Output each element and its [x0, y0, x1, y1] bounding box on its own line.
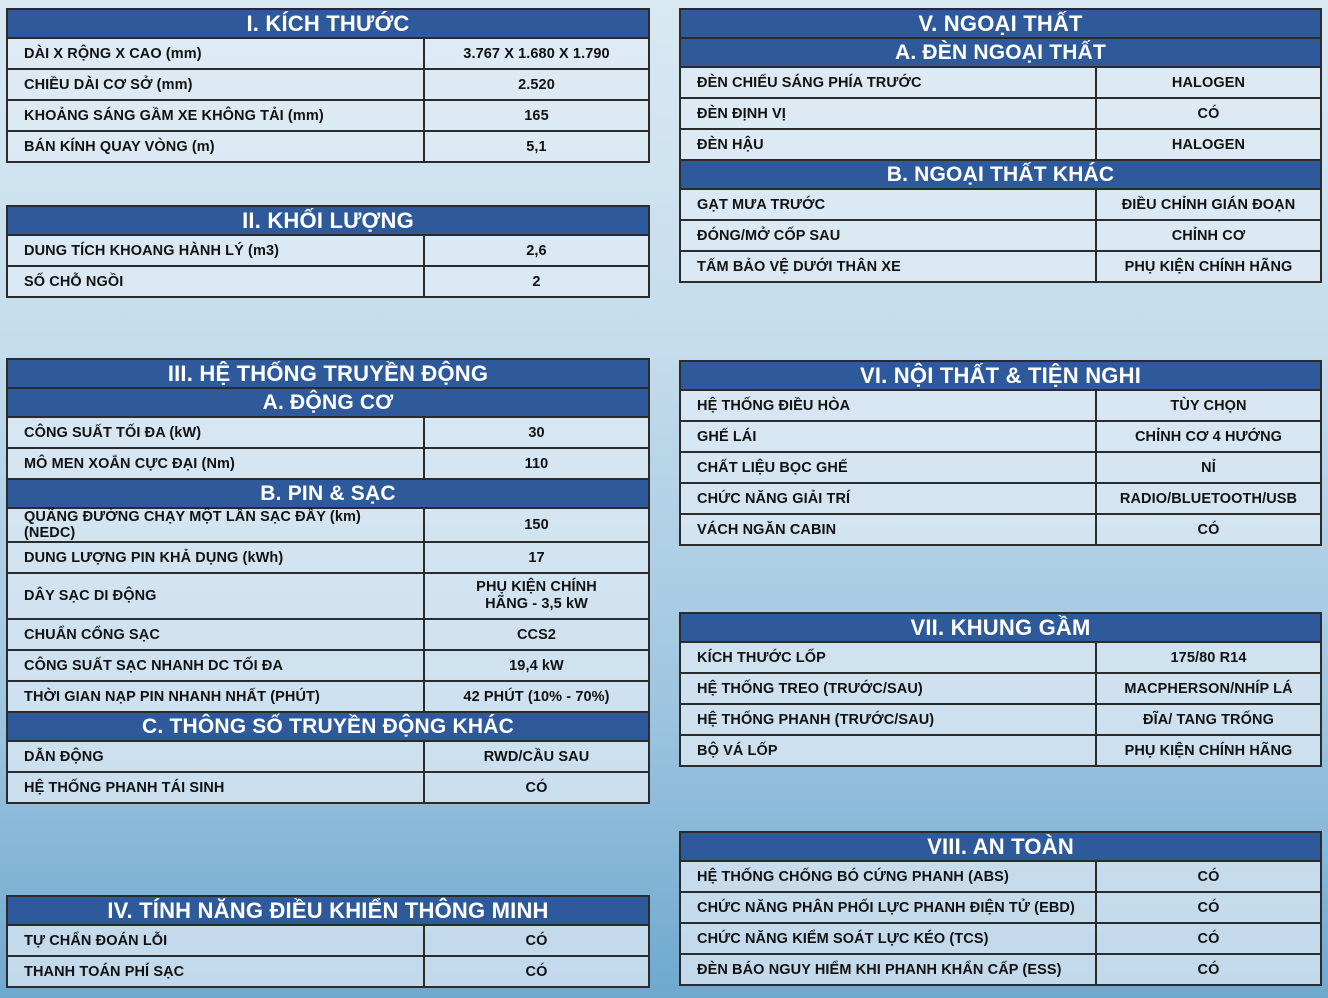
- spec-table: [679, 360, 1322, 546]
- spec-label: ĐÈN ĐỊNH VỊ: [680, 98, 1096, 129]
- table-row: [680, 421, 1321, 452]
- subsection-title: B. PIN & SẠC: [7, 479, 649, 508]
- table-row: [7, 956, 649, 987]
- table-row: [7, 650, 649, 681]
- table-row: [680, 514, 1321, 545]
- spec-value: PHỤ KIỆN CHÍNH HÃNG: [1096, 735, 1321, 766]
- table-row: [7, 508, 649, 542]
- spec-label: HỆ THỐNG CHỐNG BÓ CỨNG PHANH (ABS): [680, 861, 1096, 892]
- spec-label: CHIỀU DÀI CƠ SỞ (mm): [7, 69, 424, 100]
- spec-value: PHỤ KIỆN CHÍNH HÃNG: [1096, 251, 1321, 282]
- spec-label: ĐÈN BÁO NGUY HIỂM KHI PHANH KHẨN CẤP (ESS): [680, 954, 1096, 985]
- table-row: [680, 251, 1321, 282]
- table-row: [7, 448, 649, 479]
- spec-value: 3.767 X 1.680 X 1.790: [424, 38, 649, 69]
- spec-value: CÓ: [1096, 923, 1321, 954]
- spec-value: 30: [424, 417, 649, 448]
- table-row: [680, 954, 1321, 985]
- table-row: [7, 741, 649, 772]
- spec-value: CHỈNH CƠ 4 HƯỚNG: [1096, 421, 1321, 452]
- spec-table: [6, 358, 650, 804]
- spec-label: DUNG TÍCH KHOANG HÀNH LÝ (m3): [7, 235, 424, 266]
- table-row: [680, 861, 1321, 892]
- spec-value: 2.520: [424, 69, 649, 100]
- table-row: [7, 619, 649, 650]
- spec-value: 5,1: [424, 131, 649, 162]
- section-weight: [6, 205, 650, 298]
- spec-value: 150: [424, 508, 649, 542]
- table-row: [680, 483, 1321, 514]
- spec-value: 19,4 kW: [424, 650, 649, 681]
- table-row: [680, 892, 1321, 923]
- section-dimensions: [6, 8, 650, 163]
- spec-label: CHỨC NĂNG GIẢI TRÍ: [680, 483, 1096, 514]
- subsection-title: A. ĐÈN NGOẠI THẤT: [680, 38, 1321, 67]
- spec-label: GHẾ LÁI: [680, 421, 1096, 452]
- table-row: [680, 704, 1321, 735]
- table-row: [7, 100, 649, 131]
- spec-value: CÓ: [424, 925, 649, 956]
- spec-value: ĐIỀU CHỈNH GIÁN ĐOẠN: [1096, 189, 1321, 220]
- table-row: [7, 573, 649, 619]
- section-title: I. KÍCH THƯỚC: [7, 9, 649, 38]
- spec-label: CHỨC NĂNG KIỂM SOÁT LỰC KÉO (TCS): [680, 923, 1096, 954]
- spec-label: ĐÈN HẬU: [680, 129, 1096, 160]
- spec-value: CÓ: [1096, 892, 1321, 923]
- spec-label: DẪN ĐỘNG: [7, 741, 424, 772]
- subsection-title: A. ĐỘNG CƠ: [7, 388, 649, 417]
- spec-value: NỈ: [1096, 452, 1321, 483]
- spec-value: 2: [424, 266, 649, 297]
- subsection-title: C. THÔNG SỐ TRUYỀN ĐỘNG KHÁC: [7, 712, 649, 741]
- table-row: [7, 235, 649, 266]
- section-exterior: [679, 8, 1322, 283]
- spec-label: BÁN KÍNH QUAY VÒNG (m): [7, 131, 424, 162]
- spec-value: CCS2: [424, 619, 649, 650]
- section-title: IV. TÍNH NĂNG ĐIỀU KHIỂN THÔNG MINH: [7, 896, 649, 925]
- spec-label: ĐÈN CHIẾU SÁNG PHÍA TRƯỚC: [680, 67, 1096, 98]
- spec-table: [6, 895, 650, 988]
- spec-label: HỆ THỐNG TREO (TRƯỚC/SAU): [680, 673, 1096, 704]
- spec-value: 110: [424, 448, 649, 479]
- spec-value: 175/80 R14: [1096, 642, 1321, 673]
- spec-value: PHỤ KIỆN CHÍNH HÃNG - 3,5 kW: [424, 573, 649, 619]
- table-row: [680, 98, 1321, 129]
- spec-table: [6, 205, 650, 298]
- table-row: [7, 681, 649, 712]
- spec-label: TỰ CHẨN ĐOÁN LỖI: [7, 925, 424, 956]
- spec-label: TẤM BẢO VỆ DƯỚI THÂN XE: [680, 251, 1096, 282]
- spec-value: CÓ: [1096, 954, 1321, 985]
- spec-value: MACPHERSON/NHÍP LÁ: [1096, 673, 1321, 704]
- spec-value: RWD/CẦU SAU: [424, 741, 649, 772]
- section-chassis: [679, 612, 1322, 767]
- spec-label: DÀI X RỘNG X CAO (mm): [7, 38, 424, 69]
- table-row: [680, 452, 1321, 483]
- table-row: [680, 67, 1321, 98]
- spec-value: CÓ: [1096, 514, 1321, 545]
- spec-label: CÔNG SUẤT SẠC NHANH DC TỐI ĐA: [7, 650, 424, 681]
- table-row: [7, 69, 649, 100]
- table-row: [7, 131, 649, 162]
- table-row: [680, 220, 1321, 251]
- spec-label: HỆ THỐNG ĐIỀU HÒA: [680, 390, 1096, 421]
- spec-value: 42 PHÚT (10% - 70%): [424, 681, 649, 712]
- section-title: III. HỆ THỐNG TRUYỀN ĐỘNG: [7, 359, 649, 388]
- spec-label: DÂY SẠC DI ĐỘNG: [7, 573, 424, 619]
- subsection-title: B. NGOẠI THẤT KHÁC: [680, 160, 1321, 189]
- spec-table: [6, 8, 650, 163]
- spec-label: GẠT MƯA TRƯỚC: [680, 189, 1096, 220]
- table-row: [680, 189, 1321, 220]
- spec-label: CHỨC NĂNG PHÂN PHỐI LỰC PHANH ĐIỆN TỬ (EBD): [680, 892, 1096, 923]
- spec-value: 165: [424, 100, 649, 131]
- spec-label: ĐÓNG/MỞ CỐP SAU: [680, 220, 1096, 251]
- spec-value: CÓ: [424, 956, 649, 987]
- spec-value: CHỈNH CƠ: [1096, 220, 1321, 251]
- section-title: VII. KHUNG GẦM: [680, 613, 1321, 642]
- table-row: [680, 129, 1321, 160]
- table-row: [7, 925, 649, 956]
- spec-value: HALOGEN: [1096, 129, 1321, 160]
- spec-label: VÁCH NGĂN CABIN: [680, 514, 1096, 545]
- spec-label: QUÃNG ĐƯỜNG CHẠY MỘT LẦN SẠC ĐẦY (km) (NEDC): [7, 508, 424, 542]
- spec-table: [679, 8, 1322, 283]
- section-title: II. KHỐI LƯỢNG: [7, 206, 649, 235]
- table-row: [680, 923, 1321, 954]
- spec-value: TÙY CHỌN: [1096, 390, 1321, 421]
- table-row: [7, 542, 649, 573]
- spec-label: DUNG LƯỢNG PIN KHẢ DỤNG (kWh): [7, 542, 424, 573]
- section-title: V. NGOẠI THẤT: [680, 9, 1321, 38]
- spec-label: HỆ THỐNG PHANH TÁI SINH: [7, 772, 424, 803]
- section-safety: [679, 831, 1322, 986]
- table-row: [7, 266, 649, 297]
- spec-value: 2,6: [424, 235, 649, 266]
- spec-label: HỆ THỐNG PHANH (TRƯỚC/SAU): [680, 704, 1096, 735]
- spec-label: THANH TOÁN PHÍ SẠC: [7, 956, 424, 987]
- table-row: [7, 417, 649, 448]
- section-powertrain: [6, 358, 650, 804]
- spec-label: MÔ MEN XOẮN CỰC ĐẠI (Nm): [7, 448, 424, 479]
- spec-value: CÓ: [1096, 861, 1321, 892]
- table-row: [680, 642, 1321, 673]
- spec-label: CHẤT LIỆU BỌC GHẾ: [680, 452, 1096, 483]
- spec-table: [679, 831, 1322, 986]
- section-interior: [679, 360, 1322, 546]
- table-row: [7, 38, 649, 69]
- spec-table: [679, 612, 1322, 767]
- spec-label: THỜI GIAN NẠP PIN NHANH NHẤT (PHÚT): [7, 681, 424, 712]
- spec-value: HALOGEN: [1096, 67, 1321, 98]
- section-title: VIII. AN TOÀN: [680, 832, 1321, 861]
- spec-label: SỐ CHỖ NGỒI: [7, 266, 424, 297]
- table-row: [7, 772, 649, 803]
- spec-value: ĐĨA/ TANG TRỐNG: [1096, 704, 1321, 735]
- spec-value: 17: [424, 542, 649, 573]
- table-row: [680, 673, 1321, 704]
- spec-label: KÍCH THƯỚC LỐP: [680, 642, 1096, 673]
- spec-label: KHOẢNG SÁNG GẦM XE KHÔNG TẢI (mm): [7, 100, 424, 131]
- spec-value: CÓ: [424, 772, 649, 803]
- spec-label: CÔNG SUẤT TỐI ĐA (kW): [7, 417, 424, 448]
- spec-value: RADIO/BLUETOOTH/USB: [1096, 483, 1321, 514]
- spec-label: BỘ VÁ LỐP: [680, 735, 1096, 766]
- table-row: [680, 735, 1321, 766]
- section-title: VI. NỘI THẤT & TIỆN NGHI: [680, 361, 1321, 390]
- spec-value: CÓ: [1096, 98, 1321, 129]
- spec-label: CHUẨN CỔNG SẠC: [7, 619, 424, 650]
- table-row: [680, 390, 1321, 421]
- section-smart-control: [6, 895, 650, 988]
